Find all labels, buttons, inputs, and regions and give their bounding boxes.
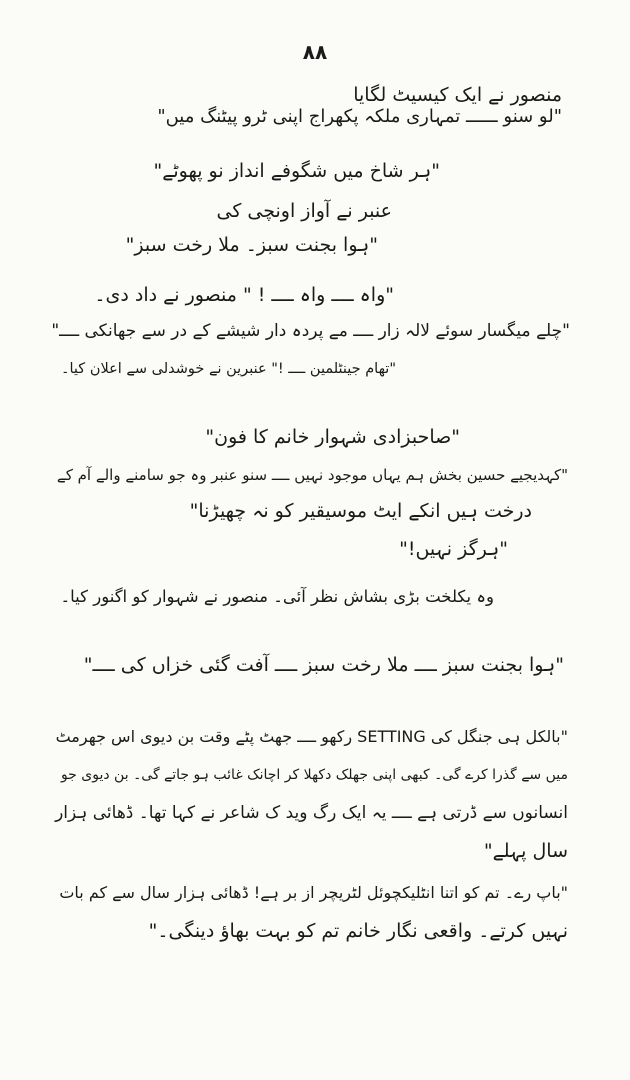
text-line-12: "ہرگز نہیں!"	[399, 538, 508, 560]
text-line-19: "باپ رے۔ تم کو اتنا انٹلیکچوئل لٹریچر از بر ہے! ڈھائی ہزار سال سے کم بات	[59, 883, 568, 902]
text-line-2b: "لو سنو ــــــ تمہاری ملکہ پکھراج اپنی ٹرو پیٹنگ میں"	[157, 106, 562, 127]
text-line-4: عنبر نے آواز اونچی کی	[216, 200, 392, 222]
text-line-8: "تھام جینٹلمین ــــ !" عنبرین نے خوشدلی سے اعلان کیا۔	[61, 361, 396, 377]
text-line-14: "ہوا بجنت سبز ــــ ملا رخت سبز ــــ آفت گئی خزاں کی ــــ"	[83, 654, 564, 676]
text-line-18: سال پہلے"	[483, 840, 568, 862]
text-line-11: درخت ہیں انکے ایٹ موسیقیر کو نہ چھیڑنا"	[189, 500, 532, 522]
text-line-7: "چلے میگسار سوئے لالہ زار ــــ مے پردہ دار شیشے کے در سے جھانکی ــــ"	[51, 321, 570, 341]
text-line-6: "واہ ــــ واہ ــــ ! " منصور نے داد دی۔	[94, 284, 394, 306]
text-line-3: "ہر شاخ میں شگوفے انداز نو پھوٹے"	[153, 160, 440, 182]
text-line-1: منصور نے ایک کیسیٹ لگایا	[353, 84, 562, 106]
text-line-15: "بالکل ہی جنگل کی SETTING رکھو ــــ جھٹ پٹے وقت بن دیوی اس جھرمٹ	[55, 727, 568, 746]
text-line-16: میں سے گذرا کرے گی۔ کبھی اپنی جھلک دکھلا کر اچانک غائب ہو جاتے گی۔ بن دیوی جو	[60, 767, 568, 783]
text-line-20: نہیں کرتے۔ واقعی نگار خانم تم کو بہت بھاؤ دینگی۔"	[148, 920, 568, 942]
text-line-10: "کہدیجیے حسین بخش ہم یہاں موجود نہیں ــــ سنو عنبر وہ جو سامنے والے آم کے	[56, 466, 568, 484]
text-line-9: "صاحبزادی شہوار خانم کا فون"	[205, 426, 460, 448]
text-line-5: "ہوا بجنت سبز۔ ملا رخت سبز"	[125, 234, 378, 256]
text-line-13: وہ یکلخت بڑی بشاش نظر آئی۔ منصور نے شہوار کو اگنور کیا۔	[60, 587, 494, 606]
page-number: ۸۸	[302, 40, 328, 64]
text-line-17: انسانوں سے ڈرتی ہے ــــ یہ ایک رگ وید ک شاعر نے کہا تھا۔ ڈھائی ہزار	[55, 803, 568, 823]
